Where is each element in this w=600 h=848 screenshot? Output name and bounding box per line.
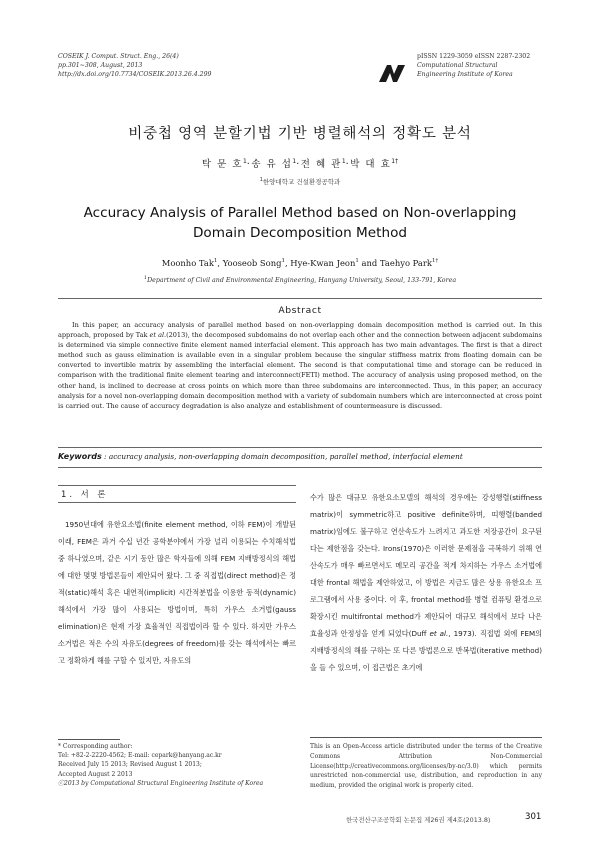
received-line: Received July 15 2013; Revised August 1 2013; bbox=[58, 761, 202, 769]
abstract-top-rule bbox=[58, 298, 542, 299]
author-name: 송 유 섭 bbox=[251, 159, 293, 170]
keywords-separator: : bbox=[101, 452, 109, 461]
author-mark: 1 bbox=[292, 157, 297, 165]
body-text: , 1973). 직접법 외에 FEM의 지배방정식의 해를 구하는 또 다른 방법론으로 반복법(iterative method)을 들 수 있으며, 이 접근법은 초기에 bbox=[310, 629, 543, 672]
accepted-line: Accepted August 2 2013 bbox=[58, 770, 133, 778]
author-mark: 1 bbox=[281, 258, 285, 265]
title-line: Accuracy Analysis of Parallel Method based on Non-overlapping bbox=[83, 205, 517, 221]
license-rule bbox=[310, 737, 542, 738]
journal-citation bbox=[58, 52, 212, 79]
author-separator: · bbox=[345, 159, 351, 170]
author-mark: 1 bbox=[355, 258, 359, 265]
author-mark: 1† bbox=[391, 157, 399, 165]
abstract-italic: et al. bbox=[149, 331, 167, 340]
body-text: 수가 많은 대규모 유한요소모델의 해석의 경우에는 강성행렬(stiffness matrix)이 symmetric하고 positive definite하며, 띠행렬(banded matrix)임에도 불구하고 연산속도가 느려지고 과도한 저장공간이 요구된다는 제한점을 갖는다. Irons(1970)은 이러한 문제점을 극복하기 위해 연산속도가 매우 빠르면서도 메모리 공간을 적게 차지하는 가우스 소거법에 대한 frontal 해법을 제안하였고, 이 방법은 지금도 많은 상용 유한요소 프로그램에서 사용 중이다. 이 후, frontal method를 병렬 컴퓨팅 환경으로 확장시킨 multifrontal method가 제안되어 대규모 해석에서 보다 나은 효율성과 안정성을 얻게 되었다(Duff bbox=[310, 493, 542, 638]
issn-line: pISSN 1229-3059 eISSN 2287-2302 bbox=[417, 53, 531, 60]
author-mark: 1† bbox=[431, 258, 439, 265]
license-footnote: This is an Open-Access article distributed under the terms of the Creative Commons Attribution Non-Commercial License(http://creativecommons.org/licenses/by-nc/3.0) which permits unrestricted non-commercial use, distribution, and reproduction in any medium, provided the original work is properly cited. bbox=[310, 743, 542, 790]
keywords-line bbox=[58, 452, 542, 461]
journal-footer: 한국전산구조공학회 논문집 제26권 제4호(2013.8) bbox=[346, 816, 491, 824]
footnote-rule bbox=[58, 739, 120, 740]
abstract-text: In this paper, an accuracy analysis of parallel method based on non-overlapping domain decomposition method is carried out. In this approach, proposed by Tak bbox=[58, 321, 542, 340]
author-name: 탁 문 호 bbox=[201, 159, 243, 170]
korean-authors bbox=[0, 156, 600, 170]
author-mark: 1 bbox=[213, 258, 218, 265]
author-name: , Hye-Kwan Jeon bbox=[284, 258, 356, 268]
english-title bbox=[0, 203, 600, 243]
section-heading: 1. 서 론 bbox=[58, 485, 296, 503]
keywords-top-rule bbox=[58, 447, 542, 448]
author-separator: · bbox=[246, 159, 252, 170]
keywords-bottom-rule bbox=[58, 467, 542, 468]
body-italic: et al. bbox=[429, 629, 449, 638]
affiliation-text: Department of Civil and Environmental Engineering, Hanyang University, Seoul, 133-791, Korea bbox=[147, 277, 457, 285]
keywords-label: Keywords bbox=[58, 452, 102, 461]
author-mark: 1 bbox=[242, 157, 247, 165]
citation-line: COSEIK J. Comput. Struct. Eng., 26(4) bbox=[58, 53, 179, 60]
author-name: , Yooseob Song bbox=[217, 258, 282, 268]
author-footnote bbox=[58, 742, 296, 788]
body-column-right bbox=[310, 489, 542, 676]
issn-block bbox=[417, 52, 530, 79]
author-mark: 1 bbox=[341, 157, 346, 165]
korean-title: 비중첩 영역 분할기법 기반 병렬해석의 정확도 분석 bbox=[128, 126, 472, 142]
body-column-left: 1950년대에 유한요소법(finite element method, 이하 FEM)이 개발된 이래, FEM은 과거 수십 년간 공학분야에서 가장 널리 이용되는 수치해석법 중 하나였으며, 같은 시기 동안 많은 학자들에 의해 FEM 지배방정식의 해법에 대한 몇몇 방법론들이 제안되어 왔다. 그 중 직접법(direct method)은 정적(static)해석 혹은 내연적(implicit) 시간적분법을 이용한 동적(dynamic)해석에서 가장 많이 사용되는 방법이며, 특히 가우스 소거법(gauss elimination)은 현재 가장 효율적인 직접법이라 할 수 있다. 하지만 가우스 소거법은 적은 수의 자유도(degrees of freedom)를 갖는 해석에서는 빠르고 정확하게 해를 구할 수 있지만, 자유도의 bbox=[58, 520, 296, 665]
author-name: 박 대 효 bbox=[350, 159, 392, 170]
keywords-text: accuracy analysis, non-overlapping domain decomposition, parallel method, interfacial element bbox=[108, 452, 463, 461]
english-affiliation bbox=[0, 275, 600, 284]
abstract-heading: Abstract bbox=[278, 305, 322, 316]
affiliation-text: 한양대학교 건설환경공학과 bbox=[262, 178, 341, 187]
corresponding-label: * Corresponding author: bbox=[58, 743, 133, 750]
abstract-body bbox=[58, 320, 542, 411]
copyright-line: ⓒ2013 by Computational Structural Engineering Institute of Korea bbox=[58, 779, 264, 787]
journal-logo-icon bbox=[377, 62, 407, 84]
citation-line: pp.301~308, August, 2013 bbox=[58, 62, 143, 69]
title-line: Domain Decomposition Method bbox=[192, 225, 408, 241]
author-separator: · bbox=[296, 159, 301, 170]
publisher-line: Engineering Institute of Korea bbox=[417, 71, 513, 78]
author-name: and Taehyo Park bbox=[358, 258, 432, 268]
affiliation-mark: 1 bbox=[143, 275, 148, 281]
english-authors bbox=[0, 258, 600, 268]
publisher-line: Computational Structural bbox=[417, 62, 498, 69]
author-name: Moonho Tak bbox=[161, 258, 214, 268]
doi-link[interactable]: http://dx.doi.org/10.7734/COSEIK.2013.26.4.299 bbox=[58, 71, 212, 78]
contact-line: Tel: +82-2-2220-4562; E-mail: cepark@hanyang.ac.kr bbox=[58, 752, 222, 760]
page-number: 301 bbox=[525, 812, 542, 822]
abstract-text: (2013), the decomposed subdomains do not overlap each other and the connection between adjacent subdomains is determined via simple connective finite element named interfacial element. This approach has two main advantages. The first is that a direct method such as gauss elimination is available even in a singular problem because the singular stiffness matrix from floating domain can be converted to invertible matrix by assembling the interfacial element. The second is that computational time and storage can be reduced in comparison with the traditional finite element tearing and interconnect(FETI) method. The accuracy of analysis using proposed method, on the other hand, is inclined to decrease at cross points on which more than three subdomains are interconnected. Thus, in this paper, an accuracy analysis for a novel non-overlapping domain decomposition method with a variety of subdomain numbers which are interconnected at cross point is carried out. The cause of accuracy degradation is also analyze and establishment of countermeasure is discussed. bbox=[58, 331, 542, 410]
affiliation-mark: 1 bbox=[259, 177, 263, 183]
author-name: 전 혜 관 bbox=[300, 159, 342, 170]
korean-affiliation bbox=[0, 177, 600, 186]
